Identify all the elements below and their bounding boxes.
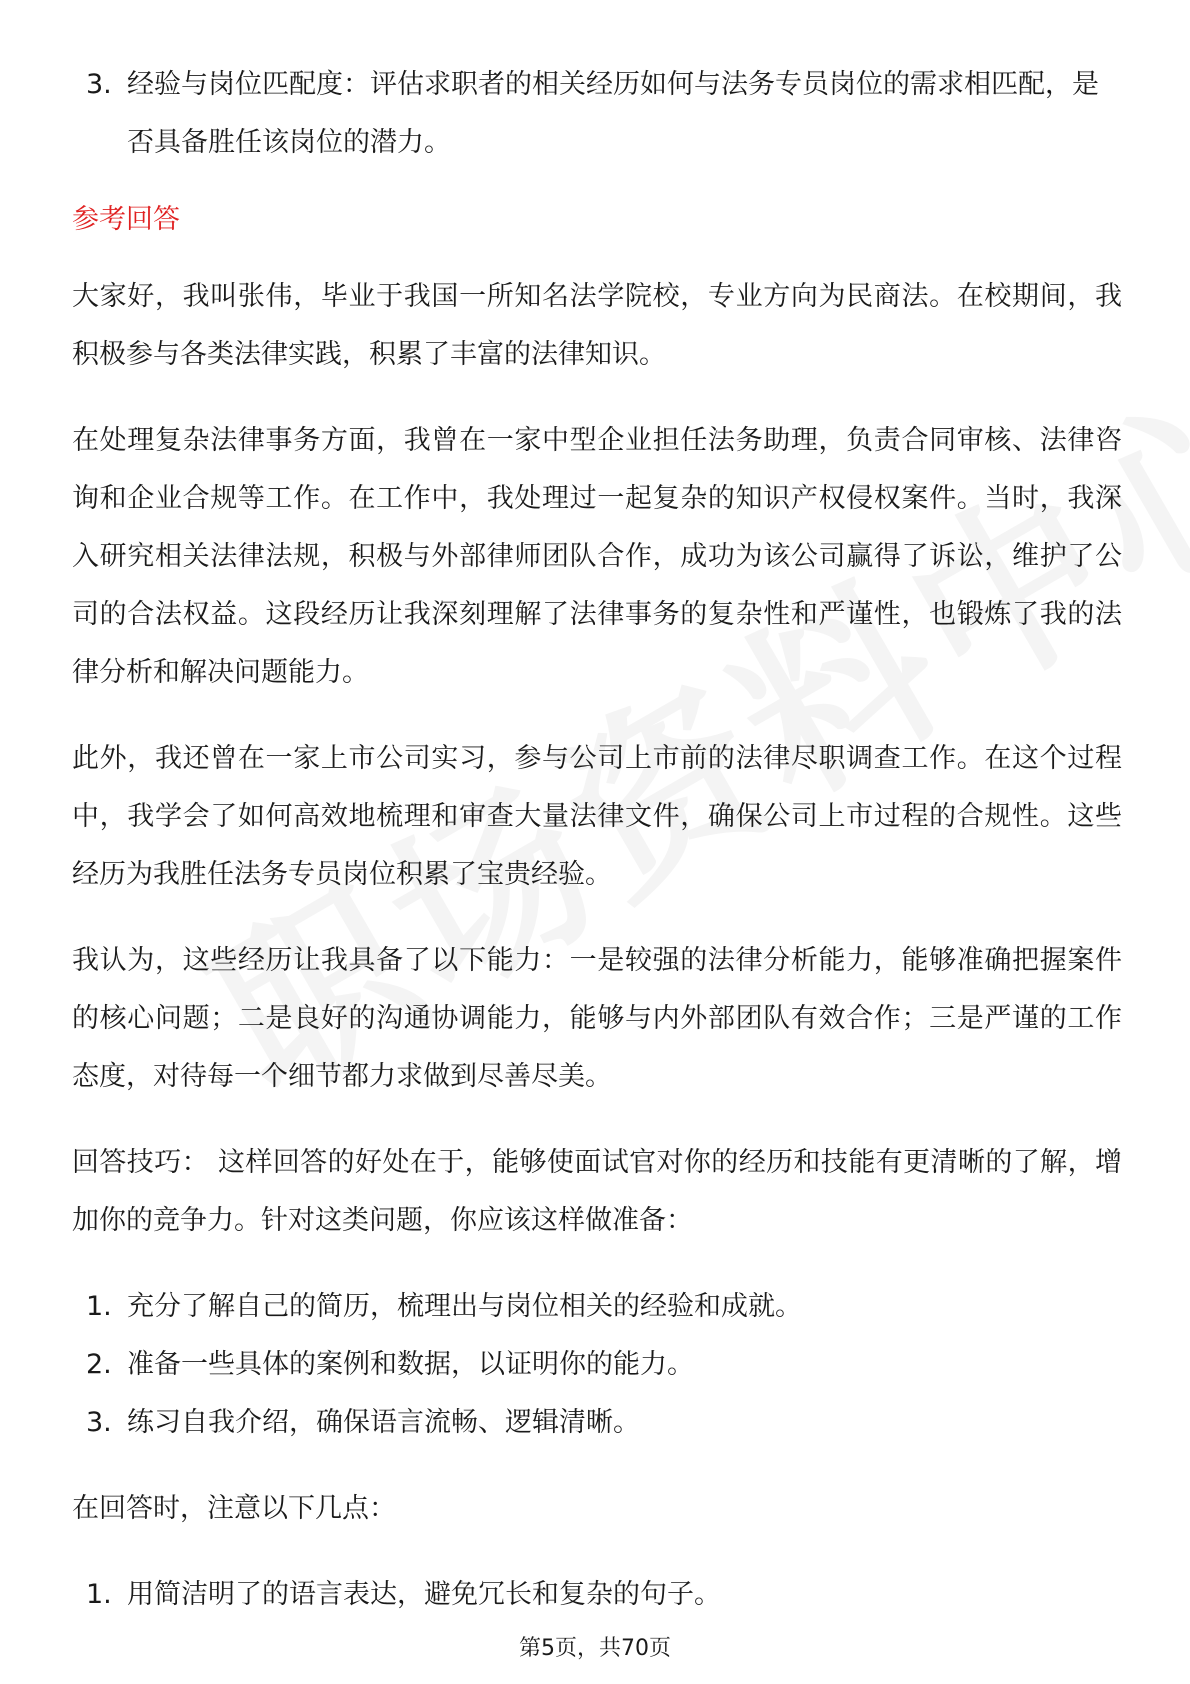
notes-list	[72, 1566, 1122, 1624]
list-item	[72, 1566, 1122, 1624]
criteria-list	[72, 56, 1122, 172]
paragraph-abilities: 我认为，这些经历让我具备了以下能力：一是较强的法律分析能力，能够准确把握案件的核心问题；二是良好的沟通协调能力，能够与内外部团队有效合作；三是严谨的工作态度，对待每一个细节都力求做到尽善尽美。	[72, 945, 1122, 1092]
page-footer: 第5页，共70页	[519, 1636, 671, 1661]
list-text: 用简洁明了的语言表达，避免冗长和复杂的句子。	[127, 1579, 721, 1610]
list-text: 经验与岗位匹配度：评估求职者的相关经历如何与法务专员岗位的需求相匹配，是否具备胜任该岗位的潜力。	[127, 69, 1099, 158]
list-text: 充分了解自己的简历，梳理出与岗位相关的经验和成就。	[127, 1291, 802, 1322]
list-item	[72, 1278, 1122, 1336]
paragraph-tips: 回答技巧： 这样回答的好处在于，能够使面试官对你的经历和技能有更清晰的了解，增加你的竞争力。针对这类问题，你应该这样做准备：	[72, 1147, 1122, 1236]
paragraph-experience: 在处理复杂法律事务方面，我曾在一家中型企业担任法务助理，负责合同审核、法律咨询和企业合规等工作。在工作中，我处理过一起复杂的知识产权侵权案件。当时，我深入研究相关法律法规，积极与外部律师团队合作，成功为该公司赢得了诉讼，维护了公司的合法权益。这段经历让我深刻理解了法律事务的复杂性和严谨性，也锻炼了我的法律分析和解决问题能力。	[72, 425, 1122, 688]
prep-list	[72, 1278, 1122, 1452]
section-heading: 参考回答	[72, 204, 180, 235]
list-item	[72, 1394, 1122, 1452]
list-number: 2.	[86, 1349, 112, 1380]
list-number: 3.	[86, 1407, 112, 1438]
list-item	[72, 56, 1122, 172]
list-number: 3.	[86, 69, 112, 100]
document-body	[72, 56, 1122, 1652]
paragraph-internship: 此外，我还曾在一家上市公司实习，参与公司上市前的法律尽职调查工作。在这个过程中，我学会了如何高效地梳理和审查大量法律文件，确保公司上市过程的合规性。这些经历为我胜任法务专员岗位积累了宝贵经验。	[72, 743, 1122, 890]
paragraph-notes-intro: 在回答时，注意以下几点：	[72, 1493, 396, 1524]
list-number: 1.	[86, 1291, 112, 1322]
list-number: 1.	[86, 1579, 112, 1610]
paragraph-intro: 大家好，我叫张伟，毕业于我国一所知名法学院校，专业方向为民商法。在校期间，我积极参与各类法律实践，积累了丰富的法律知识。	[72, 281, 1122, 370]
list-item	[72, 1336, 1122, 1394]
list-text: 练习自我介绍，确保语言流畅、逻辑清晰。	[127, 1407, 640, 1438]
list-text: 准备一些具体的案例和数据，以证明你的能力。	[127, 1349, 694, 1380]
